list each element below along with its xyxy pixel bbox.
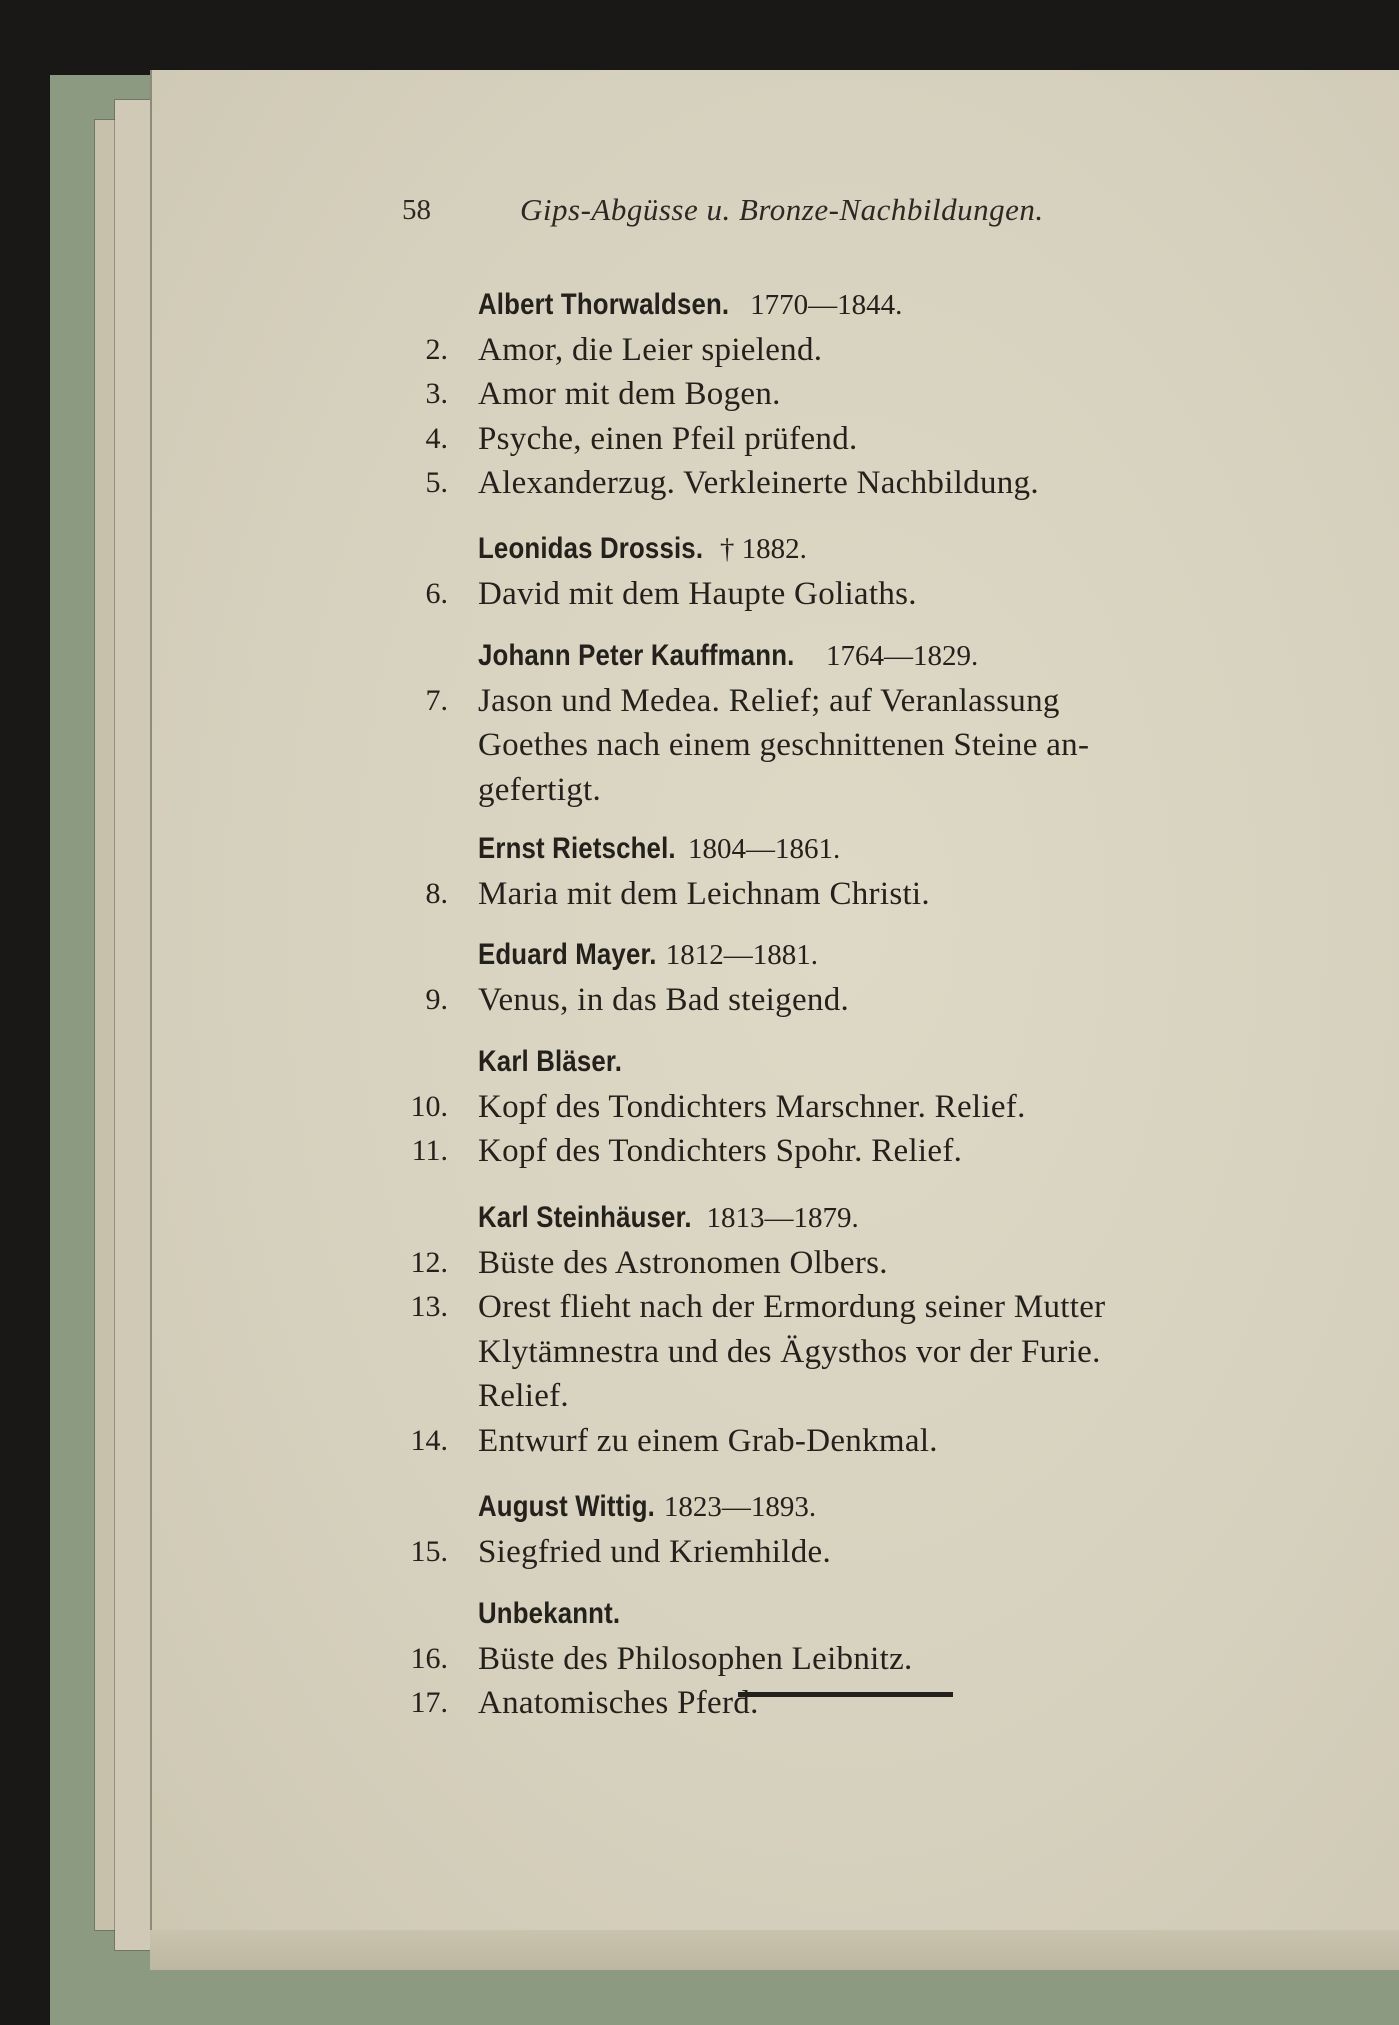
entry-text: Siegfried und Kriemhilde. xyxy=(478,1533,832,1570)
entry-text: Kopf des Tondichters Spohr. Relief. xyxy=(478,1133,963,1169)
catalog-entry xyxy=(0,1419,1399,1463)
entry-number: 3. xyxy=(425,377,448,410)
catalog-entry xyxy=(0,1530,1399,1574)
catalog-entry xyxy=(0,1637,1399,1681)
entry-text: Klytämnestra und des Ägysthos vor der Furie. xyxy=(478,1333,1101,1370)
artist-name: Unbekannt. xyxy=(478,1597,621,1630)
artist-dates: † 1882. xyxy=(719,533,807,565)
entry-number: 12. xyxy=(410,1245,448,1279)
entry-text: Jason und Medea. Relief; auf Veranlassung xyxy=(478,682,1060,719)
artist-dates: 1812—1881. xyxy=(665,939,818,971)
artist-heading xyxy=(478,527,807,571)
artist-dates: 1770—1844. xyxy=(750,289,903,321)
artist-name: Eduard Mayer. xyxy=(478,938,657,971)
entry-text: Orest flieht nach der Ermordung seiner Mutter xyxy=(478,1289,1106,1325)
entry-text: Büste des Philosophen Leibnitz. xyxy=(478,1640,913,1677)
entry-number: 14. xyxy=(410,1423,448,1457)
artist-heading xyxy=(478,1040,646,1084)
catalog-entry xyxy=(0,417,1399,461)
catalog-entry xyxy=(0,1681,1399,1725)
entry-number: 9. xyxy=(425,982,448,1016)
entry-text: Psyche, einen Pfeil prüfend. xyxy=(478,420,858,457)
entry-number: 17. xyxy=(410,1686,448,1719)
entry-text: Kopf des Tondichters Marschner. Relief. xyxy=(478,1088,1026,1125)
entry-text: Maria mit dem Leichnam Christi. xyxy=(478,875,930,912)
catalog-entry xyxy=(0,1285,1399,1329)
entry-number: 15. xyxy=(410,1534,448,1568)
entry-text: Anatomisches Pferd. xyxy=(478,1685,759,1721)
catalog-entry-continuation xyxy=(0,768,1399,812)
entry-text: Goethes nach einem geschnittenen Steine an- xyxy=(478,727,1090,763)
entry-text: Amor, die Leier spielend. xyxy=(478,331,823,368)
entry-number: 10. xyxy=(410,1089,448,1123)
artist-name: August Wittig. xyxy=(478,1490,656,1523)
catalog-entry xyxy=(0,1129,1399,1173)
entry-number: 8. xyxy=(425,876,448,910)
artist-dates: 1804—1861. xyxy=(687,833,841,865)
entry-number: 16. xyxy=(410,1641,448,1675)
catalog-entry xyxy=(0,679,1399,723)
catalog-entry xyxy=(0,1085,1399,1129)
entry-text: Relief. xyxy=(478,1378,569,1414)
entry-text: David mit dem Haupte Goliaths. xyxy=(478,575,917,612)
catalog-entry xyxy=(0,328,1399,372)
catalog-entry-continuation xyxy=(0,723,1399,767)
entry-text: Entwurf zu einem Grab-Denkmal. xyxy=(478,1422,938,1459)
entry-number: 7. xyxy=(425,683,448,717)
catalog-entry xyxy=(0,572,1399,616)
artist-dates: 1813—1879. xyxy=(706,1202,859,1234)
artist-heading xyxy=(478,827,840,871)
artist-name: Albert Thorwaldsen. xyxy=(478,288,730,321)
entry-text: Amor mit dem Bogen. xyxy=(478,376,781,412)
artist-name: Karl Bläser. xyxy=(478,1045,623,1078)
catalog-entry xyxy=(0,461,1399,505)
entry-text: Alexanderzug. Verkleinerte Nachbildung. xyxy=(478,465,1039,501)
catalog-entry xyxy=(0,872,1399,916)
entry-text: Venus, in das Bad steigend. xyxy=(478,981,850,1018)
artist-dates: 1823—1893. xyxy=(663,1491,817,1523)
artist-heading xyxy=(478,1485,816,1529)
entry-text: Büste des Astronomen Olbers. xyxy=(478,1244,888,1281)
artist-heading xyxy=(478,1592,643,1636)
artist-heading xyxy=(478,634,978,678)
artist-heading xyxy=(478,283,902,327)
catalog-entry-continuation xyxy=(0,1330,1399,1374)
running-title: Gips-Abgüsse u. Bronze-Nachbildungen. xyxy=(520,192,1044,227)
artist-name: Ernst Rietschel. xyxy=(478,832,676,865)
catalog-entry xyxy=(0,372,1399,416)
entry-number: 2. xyxy=(425,332,448,366)
artist-name: Leonidas Drossis. xyxy=(478,532,704,565)
entry-number: 4. xyxy=(425,421,448,455)
entry-number: 13. xyxy=(410,1290,448,1323)
artist-heading xyxy=(478,1196,859,1240)
entry-number: 5. xyxy=(425,466,448,499)
catalog-entry xyxy=(0,978,1399,1022)
catalog-entry xyxy=(0,1241,1399,1285)
catalog-entry-continuation xyxy=(0,1374,1399,1418)
page-edge-shadow xyxy=(150,1930,1399,1970)
page-number: 58 xyxy=(402,194,431,226)
artist-dates: 1764—1829. xyxy=(825,640,979,672)
entry-number: 6. xyxy=(425,576,448,610)
artist-heading xyxy=(478,933,818,977)
artist-name: Johann Peter Kauffmann. xyxy=(478,639,795,672)
entry-number: 11. xyxy=(411,1134,448,1167)
entry-text: gefertigt. xyxy=(478,771,602,808)
artist-name: Karl Steinhäuser. xyxy=(478,1201,692,1234)
